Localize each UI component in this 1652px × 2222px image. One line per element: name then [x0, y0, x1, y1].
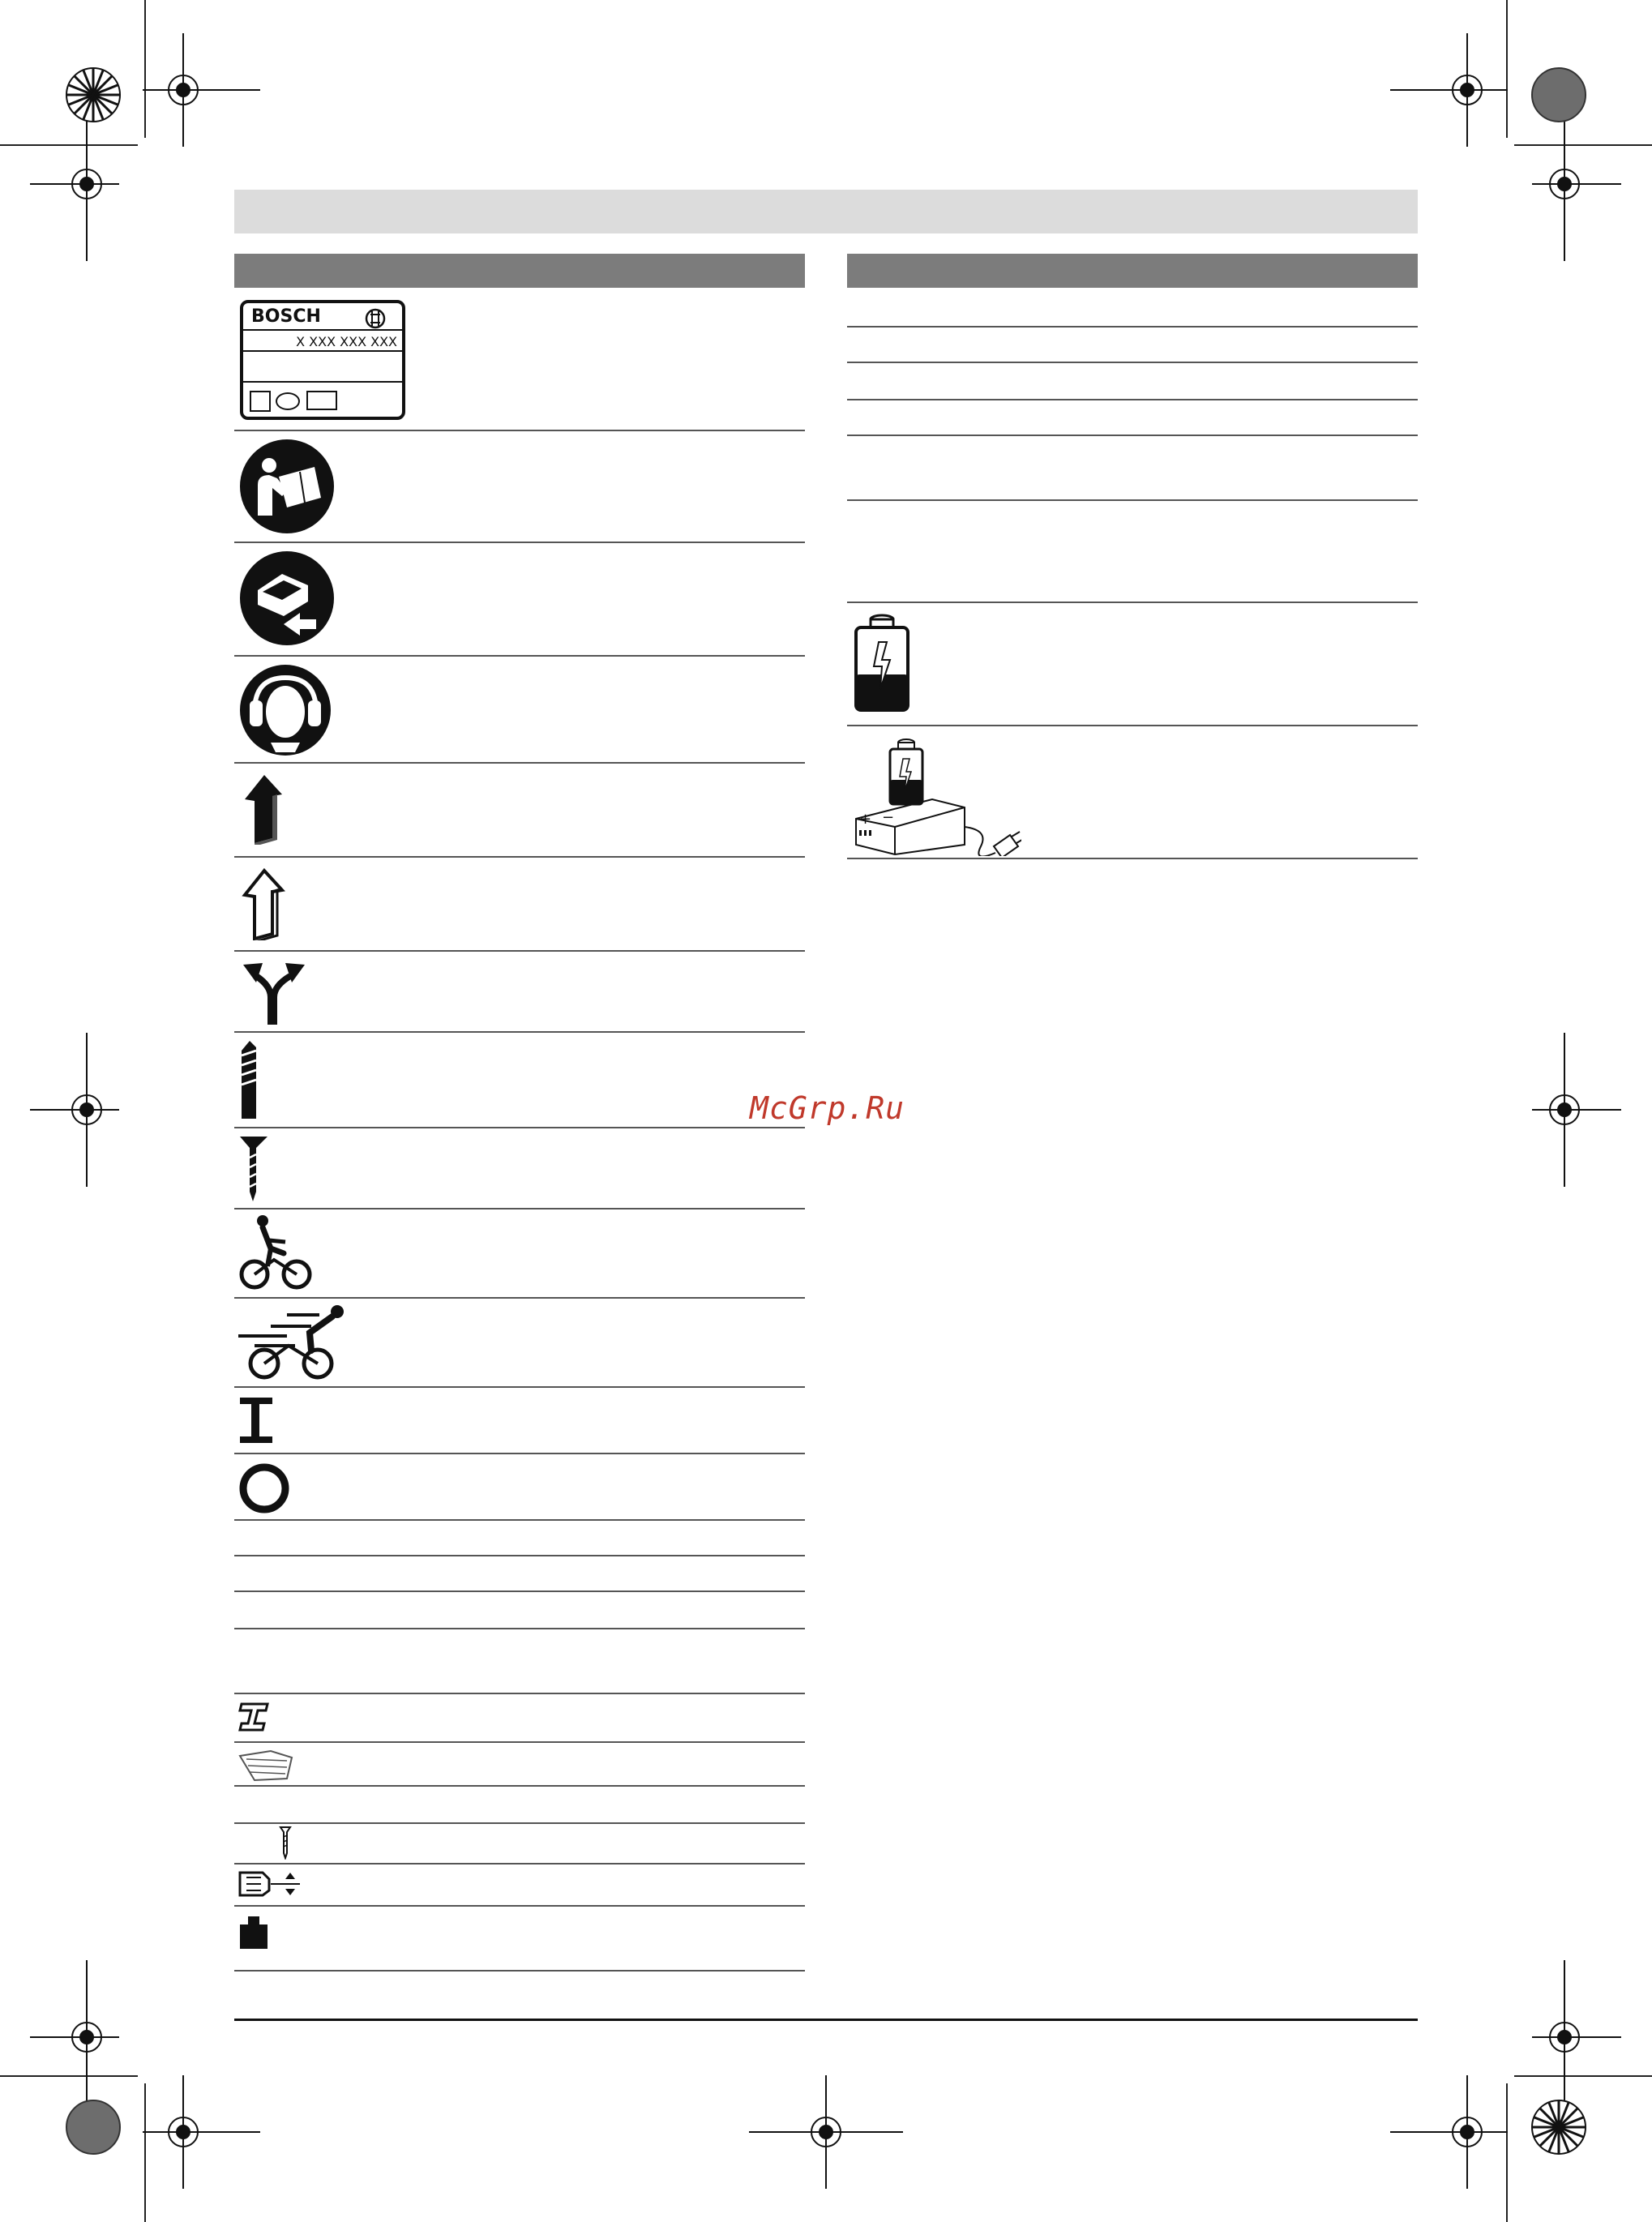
- divider: [234, 1031, 805, 1033]
- rating-label: [240, 300, 405, 420]
- hearing-protection-icon: [238, 663, 332, 757]
- right-column-header: [847, 254, 1418, 288]
- branching-arrow-icon: [238, 957, 311, 1026]
- divider: [234, 1693, 805, 1694]
- battery-removal-icon: [238, 550, 336, 647]
- battery-charger-icon: [851, 733, 1021, 856]
- divider: [234, 1822, 805, 1824]
- solid-arrow-up-icon: [240, 772, 297, 845]
- divider: [234, 1555, 805, 1556]
- divider: [234, 1453, 805, 1454]
- divider: [234, 950, 805, 952]
- wood-material-icon: [238, 1749, 295, 1782]
- screw-icon: [238, 1135, 271, 1203]
- divider: [847, 858, 1418, 859]
- divider: [847, 602, 1418, 603]
- steel-material-icon: [238, 1701, 271, 1733]
- svg-text:−: −: [882, 809, 895, 826]
- cyclist-slow-icon: [238, 1214, 316, 1292]
- divider: [234, 1905, 805, 1907]
- divider: [234, 1127, 805, 1128]
- divider: [234, 542, 805, 543]
- battery-icon: [853, 610, 911, 713]
- read-manual-icon: [238, 438, 336, 535]
- divider: [234, 762, 805, 764]
- page-header-band: [234, 190, 1418, 233]
- divider: [847, 725, 1418, 726]
- drill-bit-icon: [238, 1039, 263, 1120]
- divider: [234, 1970, 805, 1972]
- watermark: McGrp.Ru: [750, 1090, 905, 1126]
- divider: [234, 1741, 805, 1743]
- footer-rule: [234, 2019, 1418, 2021]
- divider: [847, 326, 1418, 328]
- svg-text:+: +: [859, 811, 872, 828]
- divider: [847, 435, 1418, 436]
- divider: [234, 1785, 805, 1787]
- rating-label-number: X XXX XXX XXX: [296, 334, 397, 349]
- chuck-capacity-icon: [238, 1869, 303, 1899]
- divider: [234, 430, 805, 431]
- weight-icon: [238, 1915, 271, 1950]
- divider: [847, 362, 1418, 363]
- cyclist-fast-icon: [238, 1304, 352, 1381]
- divider: [234, 1386, 805, 1388]
- divider: [234, 856, 805, 858]
- bosch-logo-icon: [363, 306, 387, 331]
- divider: [234, 1628, 805, 1629]
- divider: [847, 399, 1418, 400]
- left-column-header: [234, 254, 805, 288]
- divider: [234, 1591, 805, 1592]
- gear-one-icon: [238, 1396, 274, 1445]
- divider: [234, 1208, 805, 1209]
- divider: [847, 499, 1418, 501]
- outline-arrow-up-icon: [240, 867, 297, 940]
- screw-diameter-icon: [276, 1826, 295, 1860]
- rating-label-brand: BOSCH: [251, 306, 321, 327]
- divider: [234, 1863, 805, 1865]
- divider: [234, 655, 805, 657]
- divider: [234, 1297, 805, 1299]
- gear-zero-icon: [238, 1462, 290, 1514]
- divider: [234, 1519, 805, 1521]
